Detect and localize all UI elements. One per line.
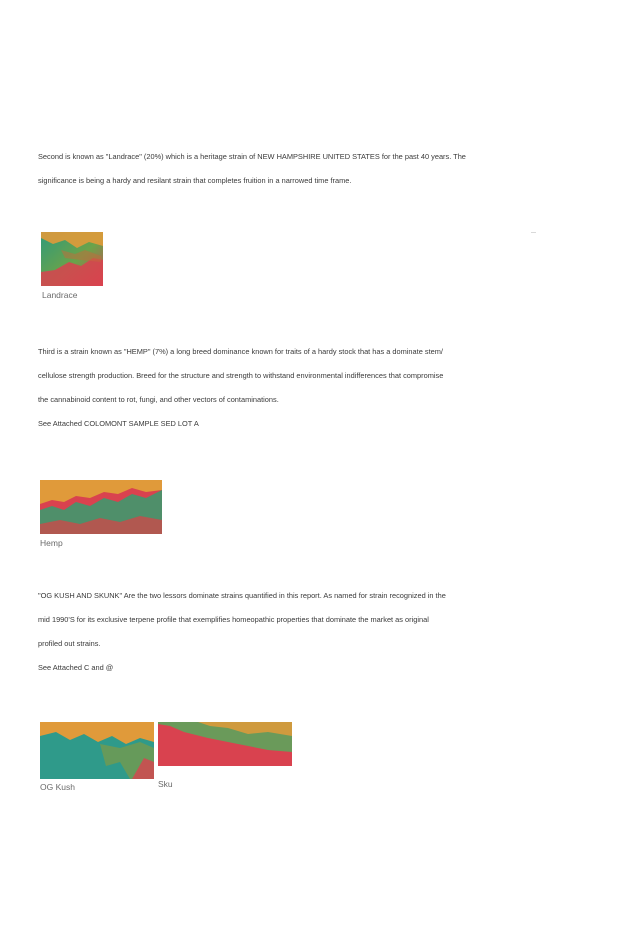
text-line: profiled out strains. xyxy=(38,639,101,648)
text-line: Third is a strain known as "HEMP" (7%) a long breed dominance known for traits of a hardy stock that has a dominate stem/ xyxy=(38,347,443,356)
landrace-chart-image xyxy=(41,232,103,286)
skunk-chart-image xyxy=(158,722,292,766)
hemp-chart-image xyxy=(40,480,162,534)
text-line: Second is known as "Landrace" (20%) which is a heritage strain of NEW HAMPSHIRE UNITED STATES for the past 40 years. The xyxy=(38,152,466,161)
paragraph-hemp xyxy=(38,340,610,436)
caption-skunk: Sku xyxy=(158,779,173,789)
ogkush-chart-image xyxy=(40,722,154,779)
whiteout-overlay xyxy=(176,766,426,800)
text-line: See Attached C and @ xyxy=(38,663,114,672)
text-line: See Attached COLOMONT SAMPLE SED LOT A xyxy=(38,419,199,428)
caption-landrace: Landrace xyxy=(42,290,78,300)
paragraph-ogkush-skunk xyxy=(38,584,610,680)
paragraph-landrace xyxy=(38,145,610,193)
text-line: "OG KUSH AND SKUNK" Are the two lessors dominate strains quantified in this report. As named for strain recognized in the xyxy=(38,591,446,600)
text-line: mid 1990'S for its exclusive terpene profile that exemplifies homeopathic properties that dominate the market as original xyxy=(38,615,429,624)
text-line: cellulose strength production. Breed for the structure and strength to withstand environmental indifferences that compromise xyxy=(38,371,444,380)
text-line: the cannabinoid content to rot, fungi, and other vectors of contaminations. xyxy=(38,395,279,404)
text-line: significance is being a hardy and resilant strain that completes fruition in a narrowed time frame. xyxy=(38,176,352,185)
caption-ogkush: OG Kush xyxy=(40,782,75,792)
caption-hemp: Hemp xyxy=(40,538,63,548)
scan-artifact xyxy=(531,232,536,233)
